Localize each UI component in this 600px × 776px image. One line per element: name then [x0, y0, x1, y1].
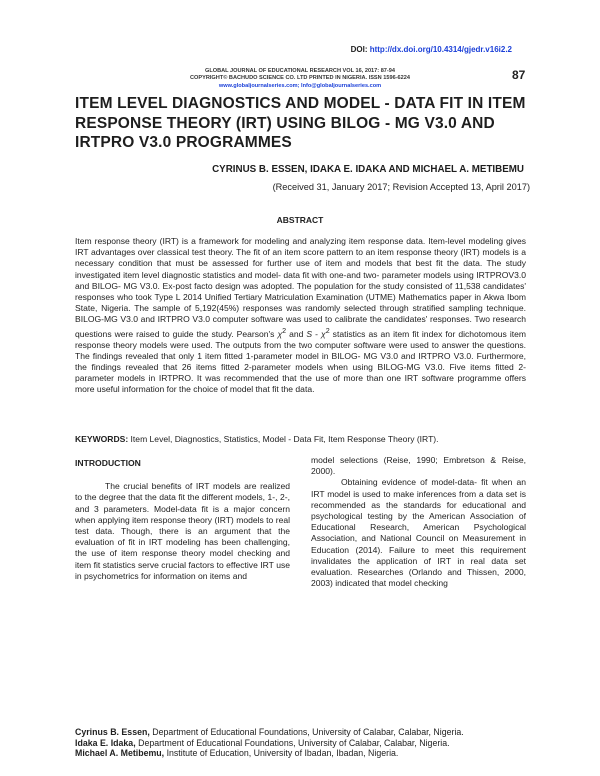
s-dash: - — [312, 328, 322, 339]
abstract-and: and — [286, 328, 307, 339]
journal-websites[interactable]: www.globaljournalseries.com; Info@globaljournalseries.com — [218, 82, 382, 89]
doi-link[interactable]: http://dx.doi.org/10.4314/gjedr.v16i2.2 — [369, 45, 512, 54]
intro-paragraph-1-continued: model selections (Reise, 1990; Embretson & Reise, 2000). — [311, 455, 526, 477]
affiliation-name: Michael A. Metibemu, — [75, 748, 165, 759]
doi-label: DOI: — [350, 45, 368, 54]
affiliation-detail: Institute of Education, University of Ibadan, Ibadan, Nigeria. — [164, 748, 399, 759]
doi-line — [351, 45, 512, 54]
affiliation-name: Idaka E. Idaka, — [75, 737, 136, 748]
intro-right-column — [311, 455, 526, 589]
keywords-text: Item Level, Diagnostics, Statistics, Model - Data Fit, Item Response Theory (IRT). — [128, 434, 439, 444]
chi-superscript-2: 2 — [325, 326, 330, 335]
affiliation-detail: Department of Educational Foundations, University of Calabar, Calabar, Nigeria. — [135, 737, 450, 748]
chi-symbol: χ — [277, 328, 283, 339]
affiliation-3 — [75, 748, 545, 759]
chi-superscript: 2 — [282, 326, 287, 335]
abstract-body — [75, 236, 526, 396]
journal-header — [120, 68, 480, 90]
intro-left-column — [75, 455, 290, 582]
abstract-text-part-1: Item response theory (IRT) is a framework for modeling and analyzing item response data. Item-level modeling gives IRT advantages over classical test theory. The fit of an item score pattern to an item response theory (IRT) models is a necessary condition that must be assessed for further use of item and models that best fit the data. The study investigated item level diagnostic statistics and model- data fit with one-and two- parameter models using IRTPROV3.0 and BILOG- MG V3.0. Ex-post facto design was adopted. The population for the study consisted of 11,538 candidates' responses who took Type L 2014 Unified Tertiary Matriculation Examination (UTME) Mathematics paper in Akwa Ibom State, Nigeria. The sample of 5,192(45%) responses was randomly selected through stratified sampling technique. BILOG-MG V3.0 and IRTPRO V3.0 computer software was used to calibrate the candidates' responses. Two research questions were raised to guide the study. Pearson's — [75, 236, 526, 339]
affiliation-name: Cyrinus B. Essen, — [75, 727, 150, 737]
page-number: 87 — [512, 68, 526, 82]
author-list: CYRINUS B. ESSEN, IDAKA E. IDAKA AND MICHAEL A. METIBEMU — [212, 164, 524, 175]
article-title: ITEM LEVEL DIAGNOSTICS AND MODEL - DATA FIT IN ITEM RESPONSE THEORY (IRT) USING BILOG - MG V3.0 AND IRTPRO V3.0 PROGRAMMES — [75, 95, 526, 151]
received-dates: (Received 31, January 2017; Revision Accepted 13, April 2017) — [272, 182, 530, 192]
keywords — [75, 434, 526, 445]
copyright-line: COPYRIGHT© BACHUDO SCIENCE CO. LTD PRINTED IN NIGERIA. ISSN 1596-6224 — [189, 75, 411, 82]
abstract-heading: ABSTRACT — [276, 215, 324, 225]
journal-line: GLOBAL JOURNAL OF EDUCATIONAL RESEARCH VOL 16, 2017: 87-94 — [204, 68, 396, 74]
affiliation-2 — [75, 738, 545, 749]
abstract-text-part-2: statistics as an item fit index for dichotomous item response theory models were used. The outputs from the two computer software were used to answer the questions. The findings revealed that only 1 item fitted 1-parameter model in BILOG- MG V3.0 and IRTPRO V3.0. Furthermore, the findings revealed that 26 items fitted 2-parameter models when using BILOG-MG V3.0. Five items fitted 2-parameter models in IRTPRO. It was recommended that the use of more than one IRT software programme offers more useful information for the choice of model that fit the data. — [75, 328, 527, 395]
s-label: S — [306, 328, 313, 339]
affiliation-1 — [75, 727, 545, 738]
intro-paragraph-1: The crucial benefits of IRT models are realized to the degree that the data fit the different models, 1-, 2-, and 3 parameters. Model-data fit is a major concern when applying item response theory (IRT) models to real test data. Though, there is an argument that the evaluation of fit in IRT modeling has been challenging, the use of item response theory model checking and item fit statistics serve crucial factors to effective IRT use in psychometrics for information on items and — [75, 481, 290, 581]
intro-paragraph-2: Obtaining evidence of model-data- fit when an IRT model is used to make inferences from a data set is recommended as the standards for educational and psychological testing by the American Association of Educational Research, American Psychological Association, and National Council on Measurement in Education (2014). Failure to meet this requirement invalidates the application of IRT in real data set evaluation. Researches (Orlando and Thissen, 2000, 2003) indicated that model checking — [311, 477, 526, 589]
affiliation-detail: Department of Educational Foundations, University of Calabar, Calabar, Nigeria. — [149, 727, 464, 737]
keywords-label: KEYWORDS: — [75, 434, 129, 444]
introduction-heading: INTRODUCTION — [75, 458, 141, 468]
author-affiliations — [75, 727, 545, 759]
chi-symbol-2: χ — [321, 328, 326, 339]
